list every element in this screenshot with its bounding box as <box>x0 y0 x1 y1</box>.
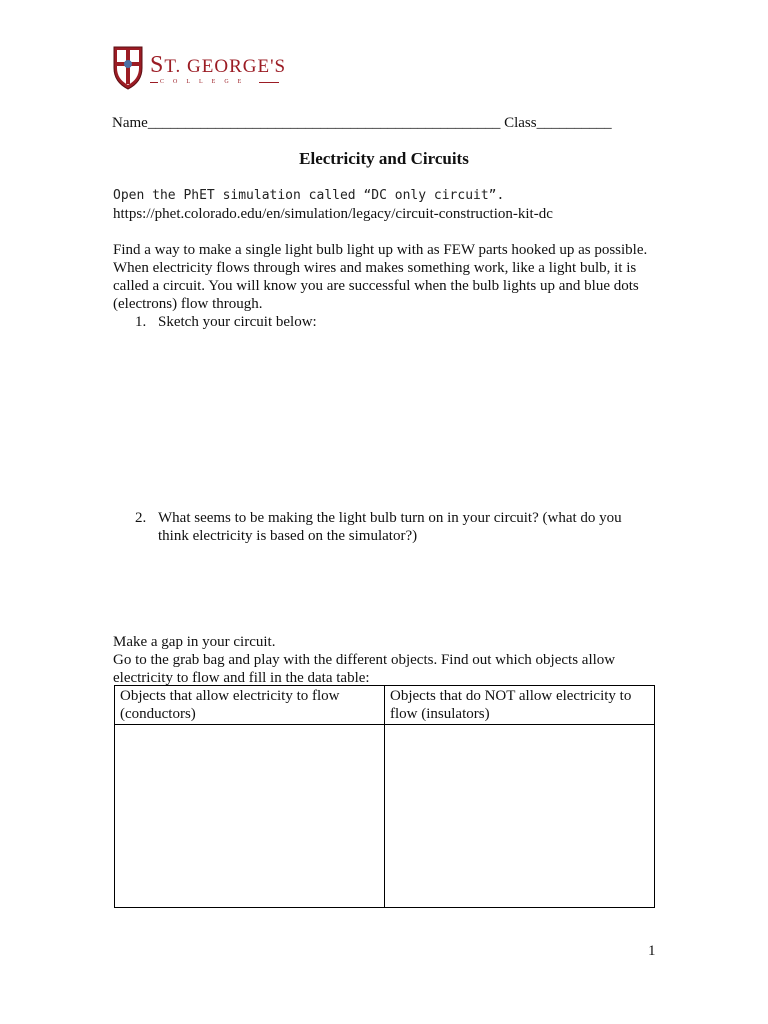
school-logo <box>112 44 292 96</box>
logo-rule-right <box>259 82 279 83</box>
header-line: Objects that do NOT allow electricity to <box>390 688 632 704</box>
insulators-cell[interactable] <box>385 725 655 908</box>
question-number: 1. <box>135 314 147 330</box>
crest-icon <box>112 44 144 90</box>
simulation-url: https://phet.colorado.edu/en/simulation/legacy/circuit-construction-kit-dc <box>113 206 553 222</box>
name-field[interactable]: _______________________________________________ <box>147 115 501 131</box>
gap-instruction: Go to the grab bag and play with the different objects. Find out which objects allow <box>113 652 616 668</box>
name-class-line <box>112 114 612 132</box>
insulators-header <box>385 686 655 725</box>
sketch-area[interactable] <box>113 335 653 495</box>
gap-instruction: Make a gap in your circuit. <box>113 634 276 650</box>
page-title: Electricity and Circuits <box>299 149 469 168</box>
school-subtitle: COLLEGE <box>160 79 251 85</box>
school-name: ST. GEORGE'S <box>150 52 287 78</box>
conductors-header <box>115 686 385 725</box>
paragraph-line: Find a way to make a single light bulb light up with as FEW parts hooked up as possible. <box>113 242 648 258</box>
gap-instruction: electricity to flow and fill in the data table: <box>113 670 370 686</box>
question-text: think electricity is based on the simulator?) <box>158 528 418 544</box>
paragraph-line: When electricity flows through wires and makes something work, like a light bulb, it is <box>113 260 637 276</box>
answer-area[interactable] <box>113 550 653 625</box>
page-number: 1 <box>648 943 656 959</box>
question-number: 2. <box>135 510 147 526</box>
table-row <box>115 725 655 908</box>
logo-rule-left <box>150 82 158 83</box>
question-text: What seems to be making the light bulb turn on in your circuit? (what do you <box>158 510 622 526</box>
paragraph-line: (electrons) flow through. <box>113 296 263 312</box>
table-header-row <box>115 686 655 725</box>
class-label: Class <box>504 115 537 131</box>
header-line: flow (insulators) <box>390 706 490 722</box>
question-text: Sketch your circuit below: <box>158 314 317 330</box>
header-line: (conductors) <box>120 706 196 722</box>
paragraph-line: called a circuit. You will know you are successful when the bulb lights up and blue dots <box>113 278 639 294</box>
name-label: Name <box>112 115 148 131</box>
header-line: Objects that allow electricity to flow <box>120 688 340 704</box>
data-table <box>114 685 655 908</box>
conductors-cell[interactable] <box>115 725 385 908</box>
class-field[interactable]: __________ <box>536 115 612 131</box>
intro-instruction: Open the PhET simulation called “DC only circuit”. <box>113 188 505 203</box>
